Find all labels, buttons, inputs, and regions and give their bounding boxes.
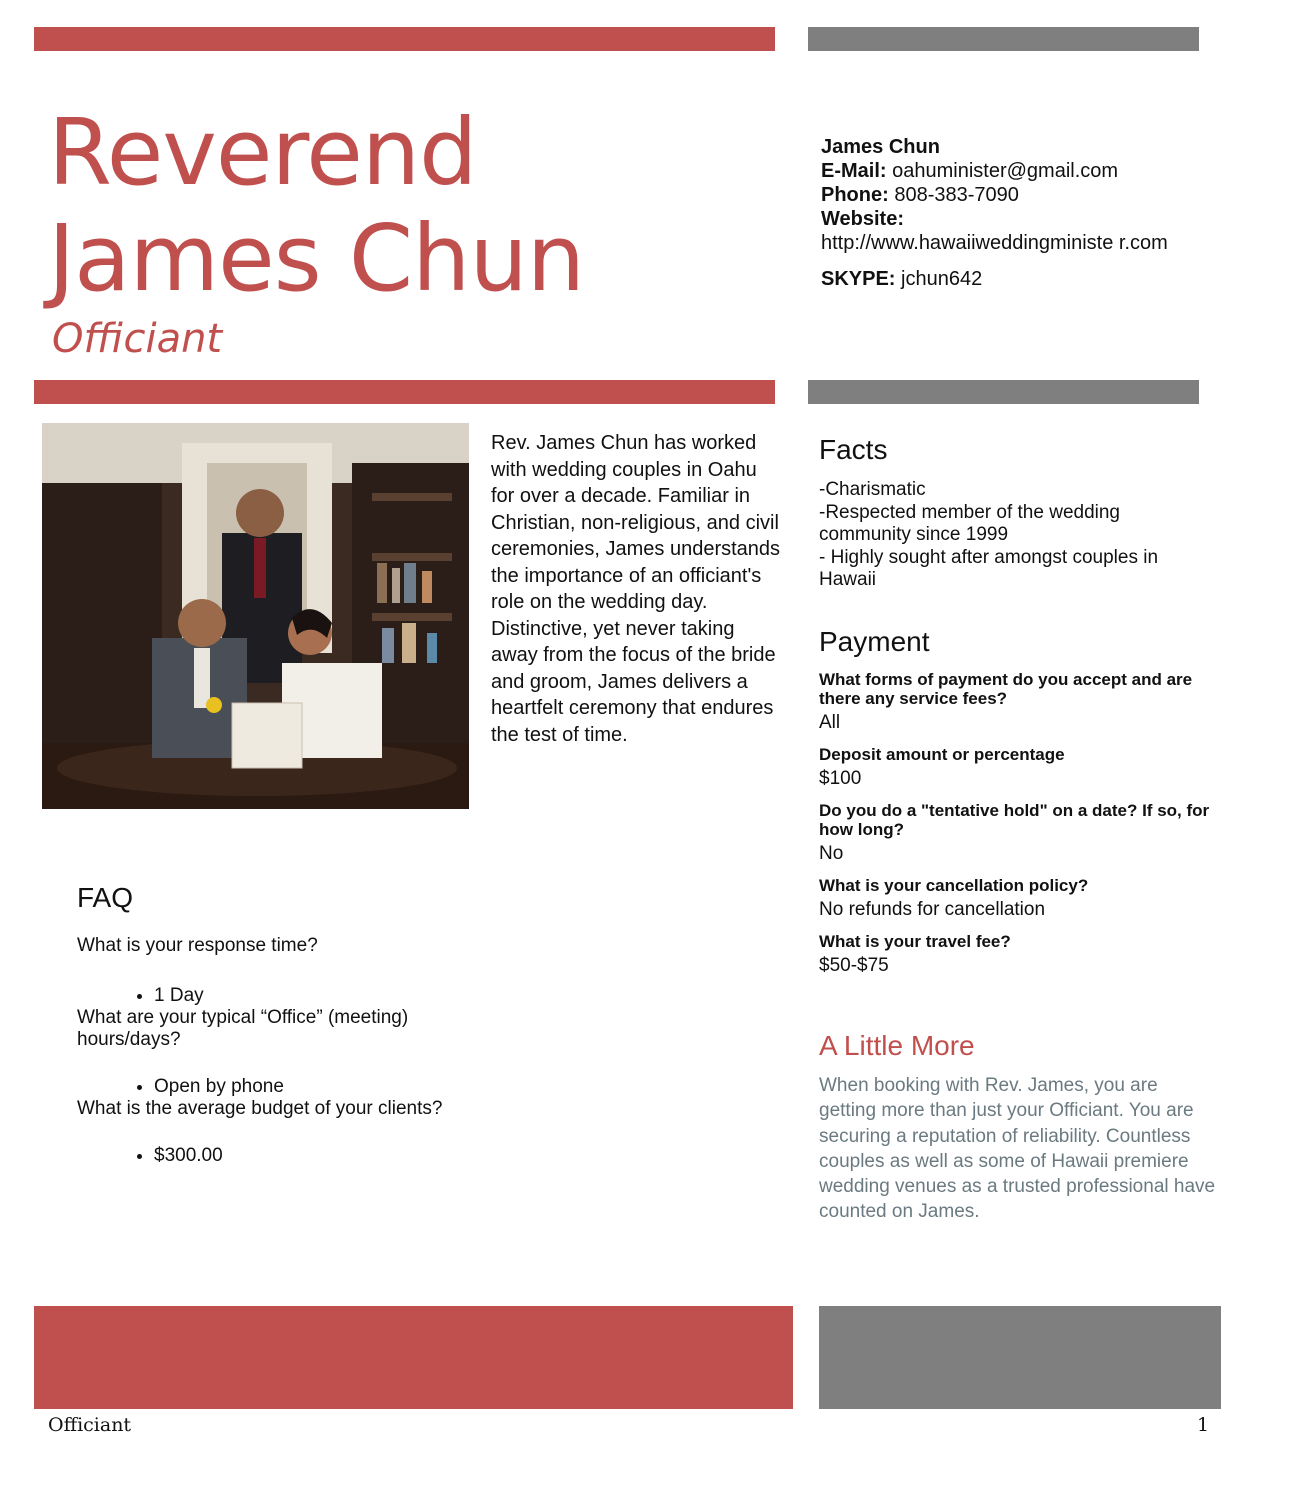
facts-heading: Facts xyxy=(819,434,888,465)
facts-item: -Respected member of the wedding community since 1999 xyxy=(819,501,1120,545)
facts-list xyxy=(819,479,1219,592)
more-paragraph: When booking with Rev. James, you are getting more than just your Officiant. You are securing a reputation of reliability. Countless couples as well as some of Hawaii premiere wedding venues as a trusted professional have counted on James. xyxy=(819,1075,1216,1223)
faq-question: What is your response time? xyxy=(77,935,318,956)
payment-answer: No refunds for cancellation xyxy=(819,899,1046,920)
title-line-2: James Chun xyxy=(48,205,585,312)
skype-value: jchun642 xyxy=(895,268,983,290)
wedding-photo xyxy=(42,423,469,809)
email-value[interactable]: oahuminister@gmail.com xyxy=(886,160,1119,182)
payment-question: What is your cancellation policy? xyxy=(819,876,1089,895)
top-red-bar xyxy=(34,27,775,51)
contact-block xyxy=(821,135,1201,291)
footer-label: Officiant xyxy=(48,1414,132,1436)
phone-label: Phone: xyxy=(821,184,889,206)
faq-list xyxy=(77,935,517,1167)
bio-paragraph: Rev. James Chun has worked with wedding couples in Oahu for over a decade. Familiar in Christian, non-religious, and civil ceremonies, James understands the importance of an officiant's role on the wedding day. Distinctive, yet never taking away from the focus of the bride and groom, James delivers a heartfelt ceremony that endures the test of time. xyxy=(491,432,781,746)
faq-question: What is the average budget of your clients? xyxy=(77,1098,443,1119)
facts-item: - Highly sought after amongst couples in Hawaii xyxy=(819,546,1159,590)
mid-red-bar xyxy=(34,380,775,404)
payment-answer: All xyxy=(819,712,841,733)
website-link[interactable]: http://www.hawaiiweddingministe r.com xyxy=(821,232,1168,254)
more-heading: A Little More xyxy=(819,1030,975,1061)
facts-item: -Charismatic xyxy=(819,479,926,500)
website-label: Website: xyxy=(821,208,904,230)
phone-value: 808-383-7090 xyxy=(888,184,1019,206)
payment-question: What is your travel fee? xyxy=(819,932,1011,951)
page-subtitle: Officiant xyxy=(52,316,223,362)
bottom-red-block xyxy=(34,1306,793,1409)
email-label: E-Mail: xyxy=(821,160,887,182)
faq-answer: • $300.00 xyxy=(154,1145,517,1167)
page-title xyxy=(48,100,584,312)
payment-answer: $50-$75 xyxy=(819,955,889,976)
faq-answer: • 1 Day xyxy=(154,985,517,1007)
faq-heading: FAQ xyxy=(77,882,134,913)
payment-question: Do you do a "tentative hold" on a date? If so, for how long? xyxy=(819,801,1210,839)
mid-gray-bar xyxy=(808,380,1199,404)
faq-answer: • Open by phone xyxy=(154,1076,517,1098)
payment-question: Deposit amount or percentage xyxy=(819,745,1065,764)
bottom-gray-block xyxy=(819,1306,1221,1409)
top-gray-bar xyxy=(808,27,1199,51)
skype-label: SKYPE: xyxy=(821,268,896,290)
payment-answer: No xyxy=(819,843,844,864)
contact-name: James Chun xyxy=(821,136,940,158)
payment-list xyxy=(819,670,1214,988)
payment-heading: Payment xyxy=(819,626,930,657)
payment-answer: $100 xyxy=(819,768,862,789)
title-line-1: Reverend xyxy=(48,99,477,206)
page-number: 1 xyxy=(1197,1414,1210,1436)
payment-question: What forms of payment do you accept and are there any service fees? xyxy=(819,670,1193,708)
faq-question: What are your typical “Office” (meeting) hours/days? xyxy=(77,1007,409,1050)
